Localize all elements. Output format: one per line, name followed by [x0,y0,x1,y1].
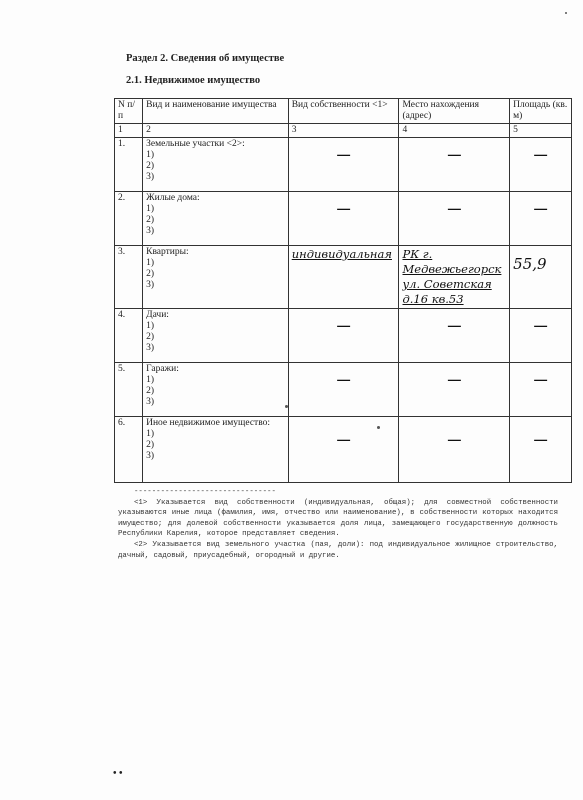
table-row [115,363,572,417]
ownership-cell [288,138,399,192]
row-item: 1) [146,204,155,214]
row-item: 2) [146,386,155,396]
table-row [115,417,572,483]
row-number: 6. [115,417,143,483]
footnote-2: <2> Указывается вид земельного участка (пая, доли): под индивидуальное жилищное строительство, дачный, садовый, приусадебный, огородный и другие. [118,540,558,560]
header-area: Площадь (кв. м) [510,99,572,124]
area-cell [510,309,572,363]
section-title: Раздел 2. Сведения об имуществе [126,53,285,64]
footnote-separator: -------------------------------- [134,488,276,496]
row-name-cell [143,417,289,483]
table-row [115,192,572,246]
bottom-mark: • • [113,768,123,779]
row-number: 1. [115,138,143,192]
row-name-cell [143,309,289,363]
handwritten-address: РК г. Медвежьегорск ул. Советская д.16 кв.53 [402,247,502,306]
location-cell [399,363,510,417]
row-item: 3) [146,397,155,407]
scan-speck [377,426,380,429]
property-table [114,98,572,483]
handwritten-dash: — [534,147,548,162]
ownership-cell [288,192,399,246]
scan-speck [565,12,567,14]
row-number: 2. [115,192,143,246]
handwritten-dash: — [337,432,351,447]
location-cell [399,138,510,192]
row-item: 3) [146,451,155,461]
table-header-row [115,99,572,124]
location-cell [399,192,510,246]
area-cell [510,246,572,309]
row-item: 3) [146,172,155,182]
row-item: 2) [146,161,155,171]
row-name-cell [143,192,289,246]
header-name: Вид и наименование имущества [143,99,289,124]
handwritten-dash: — [337,318,351,333]
footnote-1: <1> Указывается вид собственности (индивидуальная, общая); для совместной собственности указываются иные лица (фамилия, имя, отчество или наименование), в собственности которых находится имущество; для долевой собственности указывается доля лица, замещающего государственную должность Республики Карелия, которое представляет сведения. [118,498,558,539]
col-number: 5 [510,124,572,138]
table-row [115,138,572,192]
row-item: 1) [146,375,155,385]
row-name-cell [143,363,289,417]
handwritten-ownership: индивидуальная [291,247,392,261]
col-number: 2 [143,124,289,138]
row-name: Гаражи: [146,364,179,374]
row-name: Квартиры: [146,247,189,257]
col-number: 3 [288,124,399,138]
area-cell [510,417,572,483]
row-item: 1) [146,321,155,331]
handwritten-dash: — [447,201,461,216]
row-item: 2) [146,215,155,225]
handwritten-dash: — [534,432,548,447]
column-numbers-row [115,124,572,138]
handwritten-dash: — [534,372,548,387]
handwritten-dash: — [337,201,351,216]
scan-speck [285,405,288,408]
header-num: N п/п [115,99,143,124]
footnotes [118,487,558,561]
row-number: 3. [115,246,143,309]
location-cell [399,309,510,363]
row-item: 2) [146,269,155,279]
row-item: 2) [146,332,155,342]
row-name: Земельные участки <2>: [146,139,245,149]
subsection-title: 2.1. Недвижимое имущество [126,75,261,86]
handwritten-dash: — [447,372,461,387]
col-number: 4 [399,124,510,138]
area-cell [510,192,572,246]
handwritten-area: 55,9 [513,255,547,273]
col-number: 1 [115,124,143,138]
ownership-cell [288,246,399,309]
row-item: 3) [146,280,155,290]
ownership-cell [288,417,399,483]
row-item: 1) [146,258,155,268]
handwritten-dash: — [534,318,548,333]
location-cell [399,417,510,483]
handwritten-dash: — [447,432,461,447]
location-cell [399,246,510,309]
handwritten-dash: — [534,201,548,216]
row-number: 5. [115,363,143,417]
row-number: 4. [115,309,143,363]
header-ownership: Вид собственности <1> [288,99,399,124]
ownership-cell [288,309,399,363]
area-cell [510,363,572,417]
handwritten-dash: — [337,372,351,387]
header-location: Место нахождения (адрес) [399,99,510,124]
area-cell [510,138,572,192]
row-name-cell [143,138,289,192]
row-name-cell [143,246,289,309]
table-row [115,246,572,309]
row-name: Жилые дома: [146,193,200,203]
row-name: Иное недвижимое имущество: [146,418,270,428]
handwritten-dash: — [447,318,461,333]
handwritten-dash: — [447,147,461,162]
row-item: 1) [146,150,155,160]
row-item: 3) [146,343,155,353]
row-item: 1) [146,429,155,439]
ownership-cell [288,363,399,417]
handwritten-dash: — [337,147,351,162]
row-item: 3) [146,226,155,236]
row-name: Дачи: [146,310,169,320]
row-item: 2) [146,440,155,450]
table-row [115,309,572,363]
